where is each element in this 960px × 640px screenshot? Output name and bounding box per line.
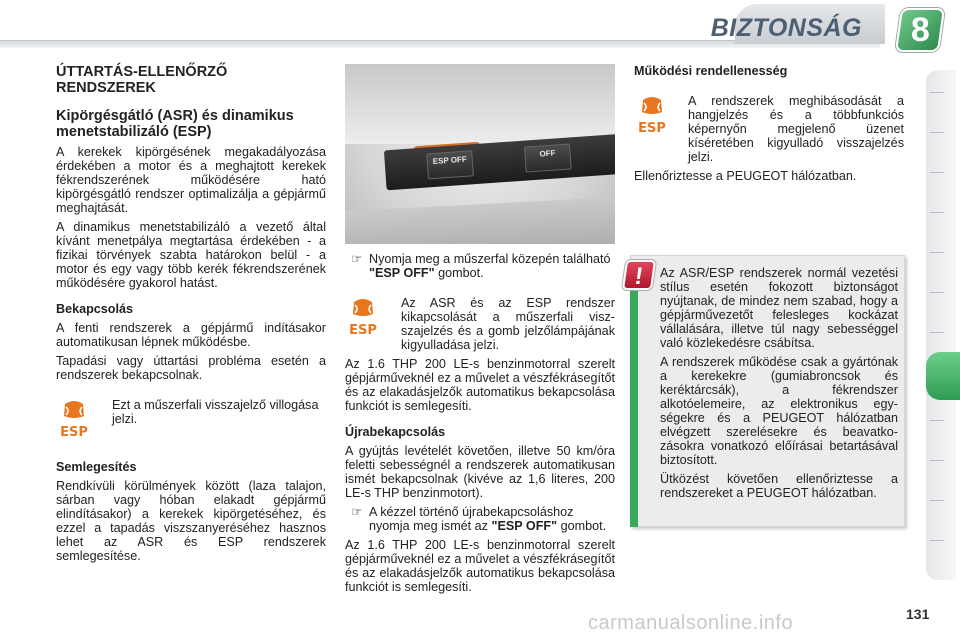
chapter-number-badge <box>895 8 945 52</box>
column-middle <box>345 252 615 594</box>
indicator-description: Ezt a műszerfali visszajelző villogása jelzi. <box>112 398 319 426</box>
park-assist-button <box>524 143 572 172</box>
bullet-text <box>369 252 615 280</box>
tab-divider <box>930 420 944 421</box>
svg-text:ESP: ESP <box>349 323 377 338</box>
list-item <box>345 252 615 280</box>
notice-paragraph: A rendszerek működése csak a gyártónak a kerekekre (gumiabroncsok és keréktárcsák), a fékrendszer alkotóelemeire, az elektronikus egységekre és a PEUGEOT hálózatban elvégzett szerelésekre és beavatkozásokra vonatkozó előírásai betartásával biztosított. <box>660 355 898 467</box>
paragraph: Rendkívüli körülmények között (laza talajon, sárban vagy hóban elakadt gépjármű elindításakor) a kerekek kipörgetéséhez, és ezzel a tapadás viszszanyeréséhez hasznos lehet az ASR és ESP rendszerek semlegesítése. <box>56 479 326 563</box>
dashboard-photo <box>345 64 615 244</box>
bullet-text-end: gombot. <box>434 266 484 280</box>
notice-accent-bar <box>630 290 638 527</box>
tab-divider <box>930 92 944 93</box>
tab-divider <box>930 212 944 213</box>
esp-warning-icon <box>634 94 670 136</box>
heading-ujrabekapcsolas: Újrabekapcsolás <box>345 425 446 439</box>
paragraph: Az 1.6 THP 200 LE-s benzinmotorral szerelt gépjárműveknél ez a művelet a vészfékrásegítőt és az elakadásjelzők automatikus bekapcsolása funkciót is semlegesíti. <box>345 357 615 413</box>
photo-background <box>345 64 615 144</box>
page-number: 131 <box>906 606 930 622</box>
button-name: "ESP OFF" <box>491 519 558 533</box>
paragraph: A kerekek kipörgésének megakadályozása érdekében a motor és a meghajtott kerekek fékrendszerének működésére ható kipörgésgátló rendszer optimalizálja a gépjármű meghajtását. <box>56 145 326 215</box>
tab-divider <box>930 460 944 461</box>
tab-divider <box>930 132 944 133</box>
list-item <box>345 505 615 533</box>
tab-divider <box>930 332 944 333</box>
paragraph: A gyújtás levételét követően, illetve 50 km/óra feletti sebességnél a rendszerek automatikusan ismét bekapcsolnak (kivéve az 1,6 literes, 200 LE-s THP benzinmotort). <box>345 444 615 500</box>
paragraph: Az 1.6 THP 200 LE-s benzinmotorral szerelt gépjárműveknél ez a művelet a vészfékrásegítőt és az elakadásjelzők automatikus bekapcsolása funkciót is semlegesíti. <box>345 538 615 594</box>
tab-divider <box>930 500 944 501</box>
pointing-hand-icon: ☞ <box>351 505 363 519</box>
indicator-description: Az ASR és az ESP rendszer kikapcsolását a műszerfali viszszajelzés és a gomb jelzőlámpájának kigyulladása jelzi. <box>401 296 615 352</box>
chapter-title: BIZTONSÁG <box>710 14 862 42</box>
column-left <box>56 64 326 563</box>
section-title: ÚTTARTÁS-ELLENŐRZŐ RENDSZEREK <box>56 64 228 96</box>
bullet-text-end: gombot. <box>557 519 607 533</box>
esp-off-indicator-note <box>345 296 615 352</box>
heading-mukodesi: Működési rendellenesség <box>634 64 788 78</box>
bullet-text-start: Nyomja meg a műszerfal közepén található <box>369 252 611 266</box>
tab-divider <box>930 172 944 173</box>
paragraph: Tapadási vagy úttartási probléma esetén a rendszerek bekapcsolnak. <box>56 354 326 382</box>
esp-warning-icon <box>345 296 381 338</box>
header <box>0 0 960 58</box>
bullet-text-start: A kézzel történő újrabekapcsoláshoz nyomja meg ismét az <box>369 505 574 533</box>
pointing-hand-icon: ☞ <box>351 252 363 266</box>
column-right <box>634 64 904 183</box>
paragraph: A dinamikus menetstabilizáló a vezető által kívánt menetpálya megtartása érdekében - a fizikai törvények szabta határokon belül - a motor és egy vagy több kerék fékrendszerének működésére gyakorol hatást. <box>56 220 326 290</box>
paragraph: Ellenőriztesse a PEUGEOT hálózatban. <box>634 169 857 183</box>
heading-semlegesites: Semlegesítés <box>56 460 137 474</box>
notice-paragraph: Ütközést követően ellenőriztesse a rendszereket a PEUGEOT hálózatban. <box>660 472 898 500</box>
esp-indicator-note <box>56 398 326 440</box>
malfunction-indicator-note <box>634 94 904 164</box>
chapter-tabs <box>926 70 956 580</box>
exclamation-icon: ! <box>622 260 656 290</box>
subsection-title: Kipörgésgátló (ASR) és dinamikus menetstabilizáló (ESP) <box>56 108 294 140</box>
tab-divider <box>930 540 944 541</box>
esp-off-label: ESP OFF <box>432 154 468 167</box>
watermark: carmanualsonline.info <box>588 612 794 634</box>
notice-paragraph: Az ASR/ESP rendszerek normál vezetési stílus esetén fokozott biztonságot nyújtanak, de mindez nem szabad, hogy a gépjárművezetőt felesleges kockázat vállalására, illetve túl nagy sebességgel való közlekedésre csábítsa. <box>660 266 898 350</box>
indicator-description: A rendszerek meghibásodását a hangjelzés és a többfunkciós képernyőn megjelenő üzenet kíséretében kigyulladó visszajelzés jelzi. <box>688 94 904 164</box>
bullet-text <box>369 505 615 533</box>
esp-off-button <box>426 150 474 179</box>
heading-bekapcsolas: Bekapcsolás <box>56 302 134 316</box>
esp-warning-icon <box>56 398 92 440</box>
off-label: OFF <box>539 148 556 159</box>
svg-text:ESP: ESP <box>638 121 666 136</box>
tab-divider <box>930 292 944 293</box>
tab-divider <box>930 252 944 253</box>
active-chapter-tab <box>926 352 960 400</box>
button-name: "ESP OFF" <box>369 266 435 280</box>
chapter-number: 8 <box>910 10 930 49</box>
photo-dashboard <box>345 196 615 244</box>
notice-text <box>660 266 898 500</box>
svg-text:ESP: ESP <box>60 425 88 440</box>
paragraph: A fenti rendszerek a gépjármű indításakor automatikusan lépnek működésbe. <box>56 321 326 349</box>
